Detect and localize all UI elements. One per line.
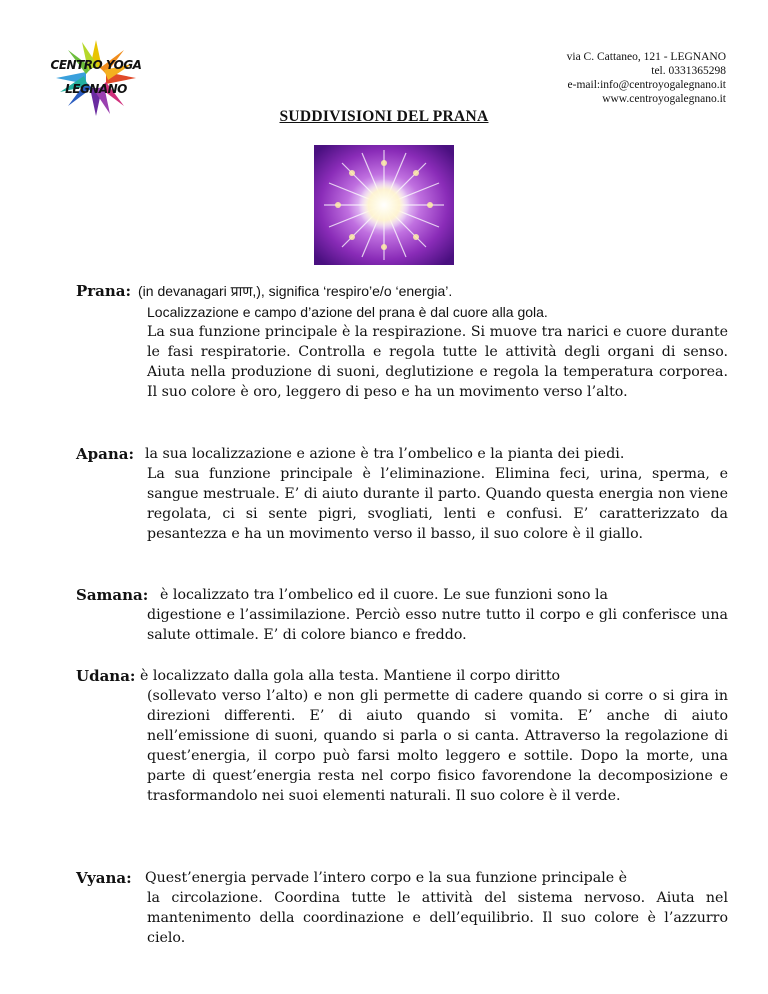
entry-second-line: Localizzazione e campo d’azione del prana è dal cuore alla gola.: [147, 304, 548, 320]
entry-first-line: la sua localizzazione e azione è tra l’ombelico e la pianta dei piedi.: [145, 446, 625, 462]
entry-term: Prana:: [76, 282, 132, 300]
contact-website: www.centroyogalegnano.it: [602, 93, 726, 105]
entry-prana: [76, 281, 728, 402]
logo-text-legnano: LEGNANO: [65, 82, 127, 96]
entry-term: Vyana:: [76, 869, 132, 887]
contact-info: [567, 50, 726, 106]
entry-term: Samana:: [76, 586, 149, 604]
lotus-star-icon: [48, 38, 144, 118]
contact-phone: tel. 0331365298: [651, 65, 726, 77]
entry-text: (sollevato verso l’alto) e non gli permette di cadere quando si corre o si gira in direzioni differenti. E’ di aiuto quando si vomita. E’ anche di aiuto nell’emissione di suoni, quando si parla o si canta. Attraverso la regolazione di quest’energia, il corpo può farsi molto leggero e sottile. Dopo la morte, una parte di quest’energia resta nel corpo fisico favorendone la decomposizione e trasformandolo nei suoi elementi naturali. Il suo colore è il verde.: [147, 688, 728, 804]
contact-address: via C. Cattaneo, 121 - LEGNANO: [566, 51, 726, 63]
entry-text: la circolazione. Coordina tutte le attività del sistema nervoso. Aiuta nel mantenimento della coordinazione e dell’equilibrio. Il suo colore è l’azzurro cielo.: [147, 890, 728, 946]
centro-yoga-logo: [48, 38, 144, 118]
entry-term: Udana:: [76, 667, 136, 685]
entry-first-line: (in devanagari प्राण,), significa ‘respiro’e/o ‘energia’.: [138, 283, 453, 299]
document-title: SUDDIVISIONI DEL PRANA: [279, 108, 489, 125]
entry-first-line: è localizzato tra l’ombelico ed il cuore. Le sue funzioni sono la: [160, 587, 608, 603]
entry-text: La sua funzione principale è l’eliminazione. Elimina feci, urina, sperma, e sangue mestruale. E’ di aiuto durante il parto. Quando questa energia non viene regolata, ci si sente pigri, svogliati, lenti e confusi. E’ caratterizzato da pesantezza e ha un movimento verso il basso, il suo colore è il giallo.: [147, 466, 728, 542]
entry-first-line: è localizzato dalla gola alla testa. Mantiene il corpo diritto: [140, 668, 561, 684]
entry-udana: [76, 666, 728, 806]
entry-text: digestione e l’assimilazione. Perciò esso nutre tutto il corpo e gli conferisce una salute ottimale. E’ di colore bianco e freddo.: [147, 607, 728, 643]
entry-samana: [76, 585, 728, 645]
entry-text: La sua funzione principale è la respirazione. Si muove tra narici e cuore durante le fasi respiratorie. Controlla e regola tutte le attività degli organi di senso. Aiuta nella produzione di suoni, deglutizione e regola la temperatura corporea. Il suo colore è oro, leggero di peso e ha un movimento verso l’alto.: [147, 324, 728, 400]
logo-text-centro-yoga: CENTRO YOGA: [50, 58, 142, 72]
radiant-light-image: [314, 145, 454, 265]
entry-first-line: Quest’energia pervade l’intero corpo e la sua funzione principale è: [145, 870, 628, 886]
entry-vyana: [76, 868, 728, 948]
entry-term: Apana:: [76, 445, 135, 463]
entry-apana: [76, 444, 728, 544]
contact-email: e-mail:info@centroyogalegnano.it: [567, 79, 726, 91]
